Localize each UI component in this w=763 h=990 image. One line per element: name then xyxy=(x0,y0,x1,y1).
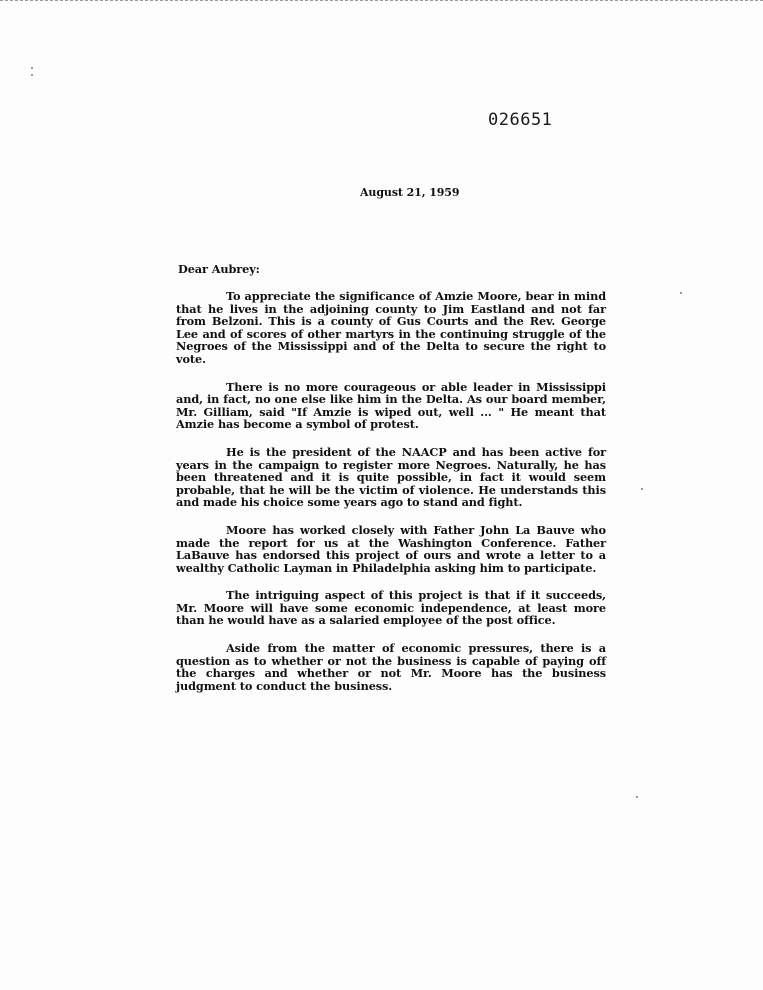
scan-speck xyxy=(680,292,682,294)
letter-paragraph: There is no more courageous or able leader in Mississippi and, in fact, no one else like him in the Delta. As our board member, Mr. Gilliam, said "If Amzie is wiped out, well ... " He meant that Amzie has become a symbol of protest. xyxy=(176,379,606,432)
scan-speck xyxy=(636,796,638,798)
page-top-border xyxy=(0,0,763,1)
letter-paragraph: Moore has worked closely with Father John La Bauve who made the report for us at the Washington Conference. Father LaBauve has endorsed this project of ours and wrote a letter to a wealthy Catholic Layman in Philadelphia asking him to participate. xyxy=(176,522,606,575)
scan-speck xyxy=(641,488,643,490)
letter-paragraph: To appreciate the significance of Amzie Moore, bear in mind that he lives in the adjoining county to Jim Eastland and not far from Belzoni. This is a county of Gus Courts and the Rev. George Lee and of scores of other martyrs in the continuing struggle of the Negroes of the Mississippi and of the Delta to secure the right to vote. xyxy=(176,289,606,366)
letter-paragraph: He is the president of the NAACP and has been active for years in the campaign to register more Negroes. Naturally, he has been threatened and it is quite possible, in fact it would seem probable, that he will be the victim of violence. He understands this and made his choice some years ago to stand and fight. xyxy=(176,444,606,510)
letter-paragraph: Aside from the matter of economic pressures, there is a question as to whether or not the business is capable of paying off the charges and whether or not Mr. Moore has the business judgment to conduct the business. xyxy=(176,641,606,693)
scan-speck xyxy=(31,67,33,69)
letter-body xyxy=(176,290,606,707)
scan-speck xyxy=(31,74,33,76)
letter-date: August 21, 1959 xyxy=(360,186,460,199)
document-number: 026651 xyxy=(488,110,553,130)
letter-salutation: Dear Aubrey: xyxy=(178,262,260,276)
letter-paragraph: The intriguing aspect of this project is that if it succeeds, Mr. Moore will have some economic independence, at least more than he would have as a salaried employee of the post office. xyxy=(176,588,606,628)
